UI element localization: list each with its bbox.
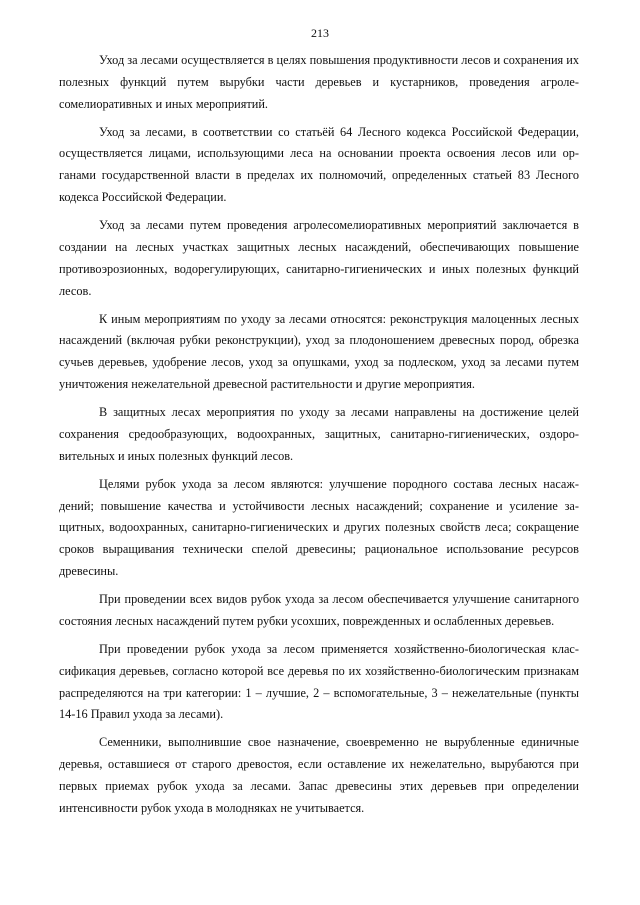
body-text bbox=[59, 50, 579, 826]
paragraph-3: Уход за лесами путем проведения агролесомелиоративных мероприятий заключается в создании на лесных участках защитных лесных насаждений, обеспечивающих повышение противоэрозионных, водорегулирующих, санитарно-гигиенических и иных полезных функций лесов. bbox=[59, 218, 579, 298]
paragraph-5: В защитных лесах мероприятия по уходу за лесами направлены на достижение целей сохранения средообразующих, водоохранных, защитных, санитарно-гигиенических, оздоровительных и иных полезных функций лесов. bbox=[59, 405, 579, 463]
page-number: 213 bbox=[311, 26, 329, 40]
paragraph-8: При проведении рубок ухода за лесом применяется хозяйственно-биологическая классификация деревьев, согласно которой все деревья по их хозяйственно-биологическим признакам распределяются на три категории: 1 – лучшие, 2 – вспомогательные, 3 – нежелательные (пункты 14-16 Правил ухода за лесами). bbox=[59, 642, 579, 722]
paragraph-7: При проведении всех видов рубок ухода за лесом обеспечивается улучшение санитарного состояния лесных насаждений путем рубки усохших, поврежденных и ослабленных деревьев. bbox=[59, 592, 579, 628]
paragraph-2: Уход за лесами, в соответствии со статьёй 64 Лесного кодекса Российской Федерации, осуществляется лицами, использующими леса на основании проекта освоения лесов или органами государственной власти в пределах их полномочий, определенных статьей 83 Лесного кодекса Российской Федерации. bbox=[59, 124, 579, 205]
paragraph-9: Семенники, выполнившие свое назначение, своевременно не вырубленные единичные деревья, оставшиеся от старого древостоя, если оставление их нежелательно, вырубаются при первых приемах рубок ухода за лесами. Запас древесины этих деревьев при определении интенсивности рубок ухода в молодняках не учитывается. bbox=[59, 735, 579, 815]
paragraph-4: К иным мероприятиям по уходу за лесами относятся: реконструкция малоценных лесных насаждений (включая рубки реконструкции), уход за плодоношением древесных пород, обрезка сучьев деревьев, удобрение лесов, уход за опушками, уход за подлеском, уход за лесами путем уничтожения нежелательной древесной растительности и другие мероприятия. bbox=[59, 311, 579, 392]
paragraph-1: Уход за лесами осуществляется в целях повышения продуктивности лесов и сохранения их полезных функций путем вырубки части деревьев и кустарников, проведения агролесомелиоративных и иных мероприятий. bbox=[59, 53, 579, 111]
paragraph-6: Целями рубок ухода за лесом являются: улучшение породного состава лесных насаждений; повышение качества и устойчивости лесных насаждений; сохранение и усиление защитных, водоохранных, санитарно-гигиенических и других полезных свойств леса; сокращение сроков выращивания технически спелой древесины; рациональное использование ресурсов древесины. bbox=[59, 476, 579, 579]
